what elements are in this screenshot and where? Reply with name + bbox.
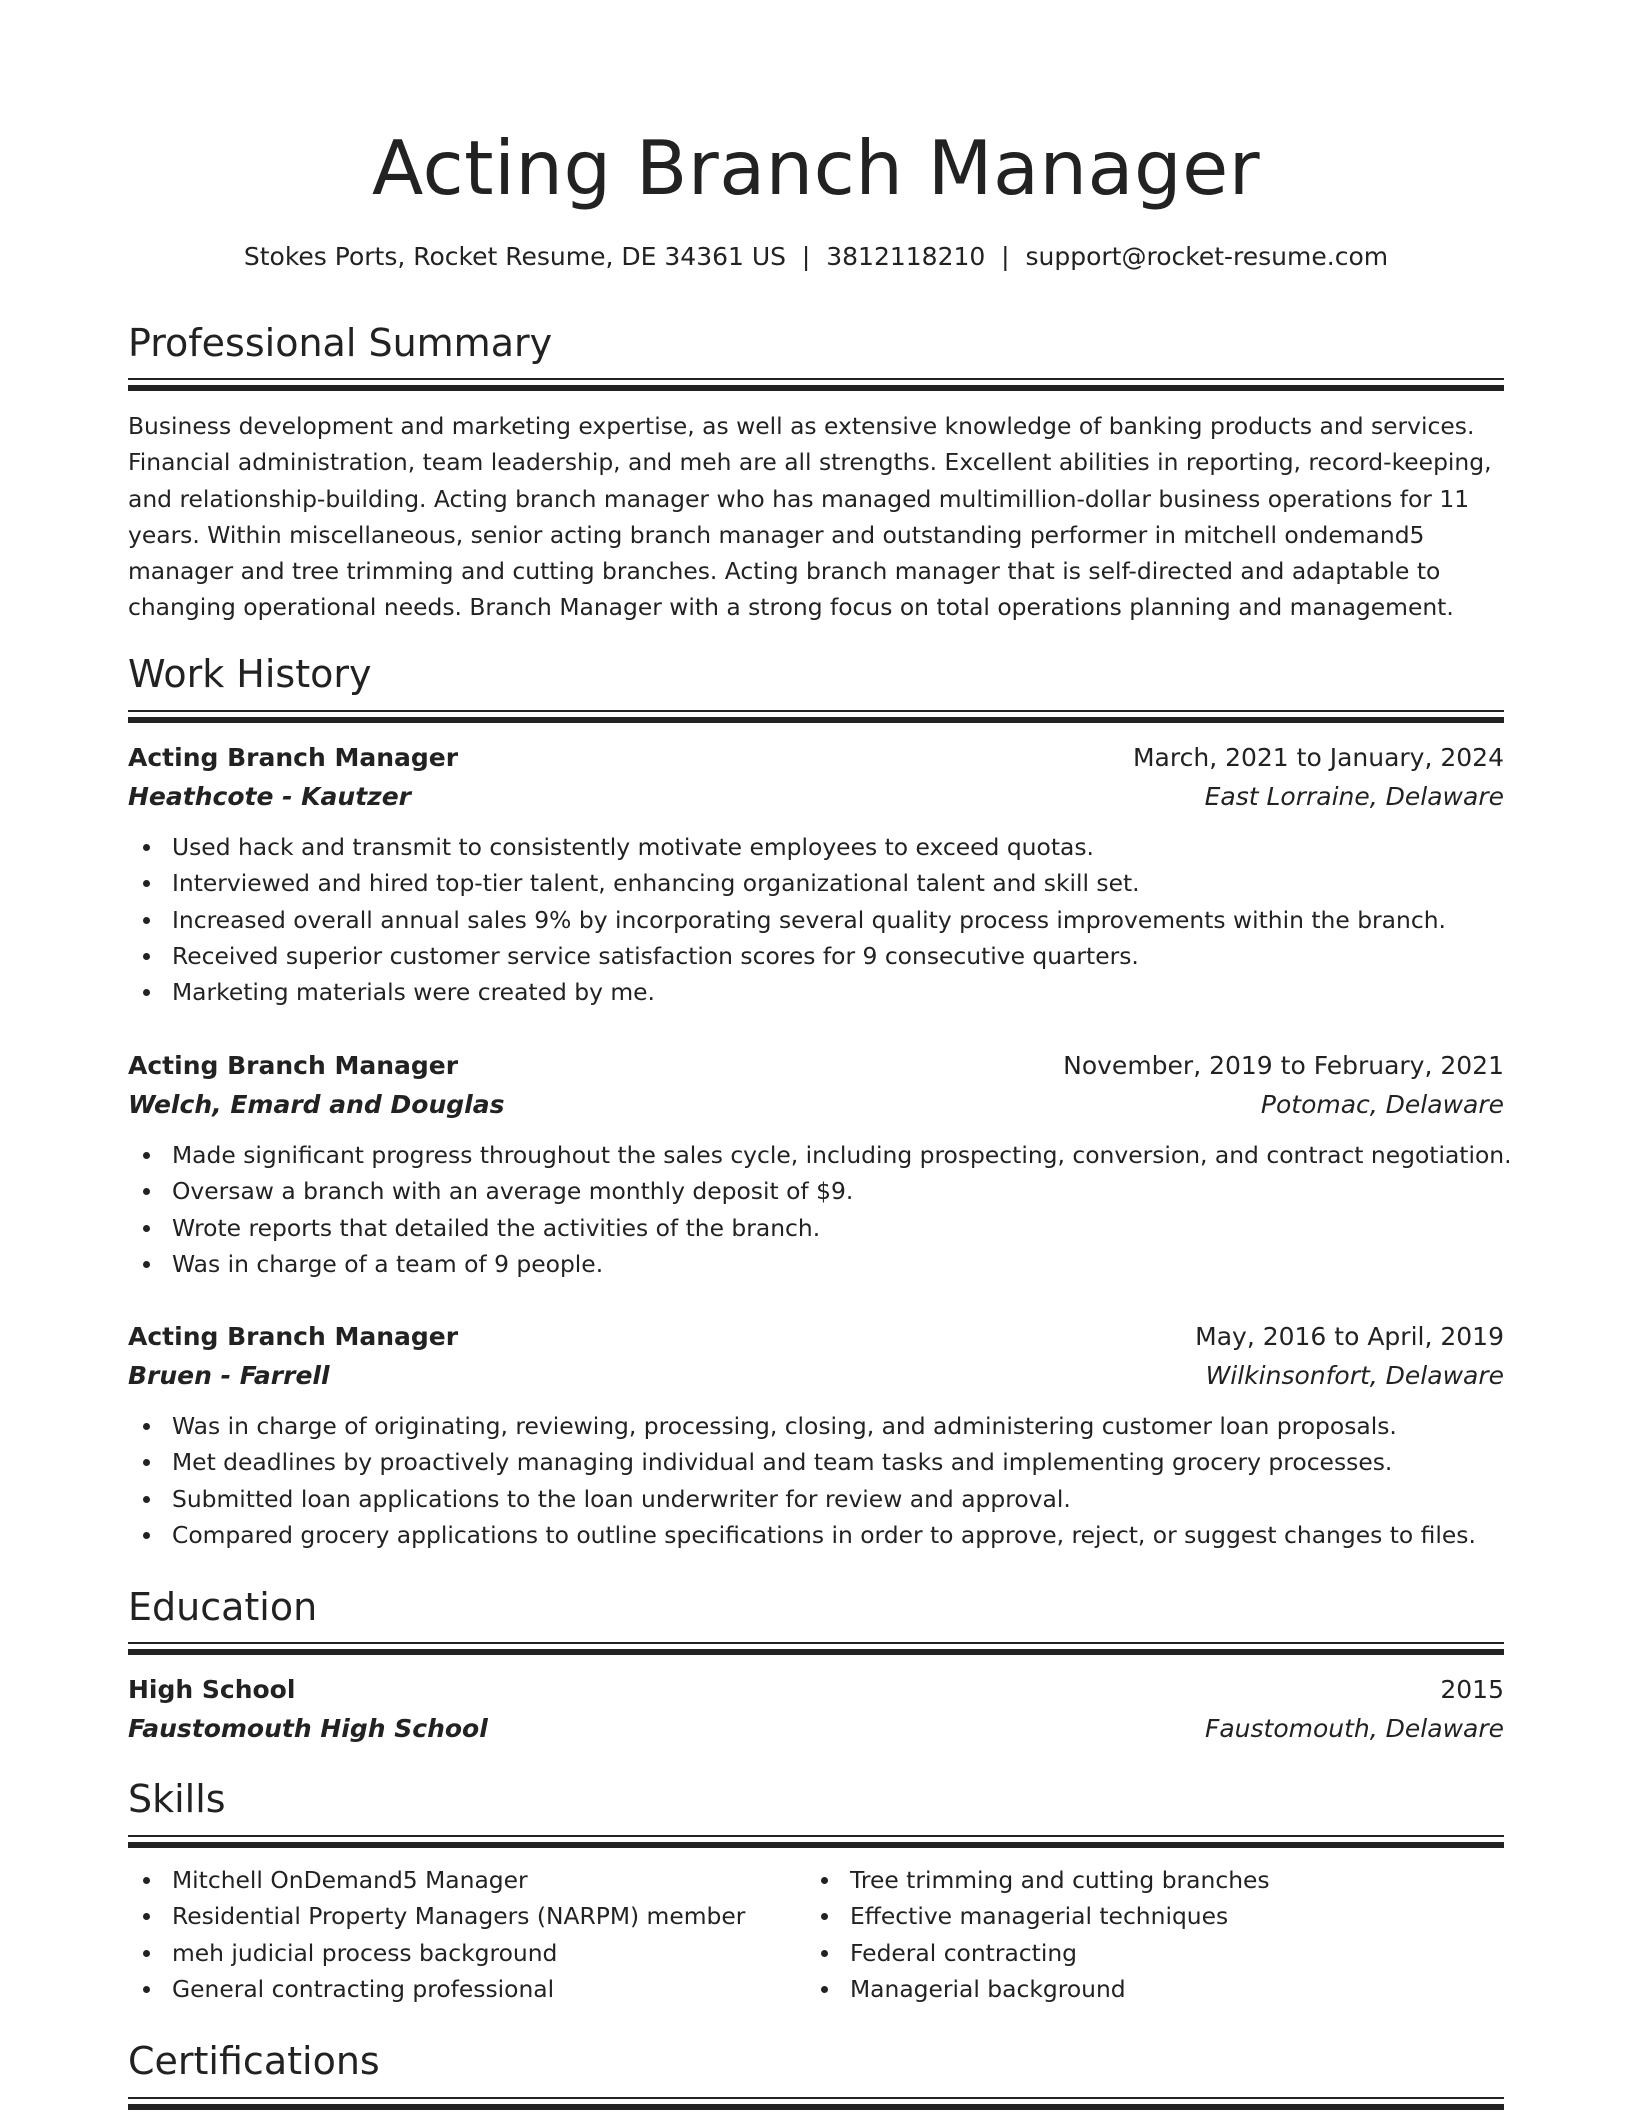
list-item: Was in charge of a team of 9 people. [128,1246,1504,1282]
summary-line: Financial administration, team leadership, and meh are all strengths. Excellent abilities in reporting, record-keeping, [128,448,1492,477]
list-item: Increased overall annual sales 9% by incorporating several quality process improvements within the branch. [128,902,1504,938]
list-item: Made significant progress throughout the sales cycle, including prospecting, conversion, and contract negotiation. [128,1137,1504,1173]
section-title: Certifications [128,2039,380,2083]
job-location: Potomac, Delaware [1260,1090,1504,1119]
education-entry [128,1670,1504,1748]
job-company: Heathcote - Kautzer [128,782,412,811]
skill-item: Managerial background [806,1971,1270,2007]
education-school: Faustomouth High School [128,1714,488,1743]
list-item: Interviewed and hired top-tier talent, enhancing organizational talent and skill set. [128,865,1504,901]
list-item: Wrote reports that detailed the activities of the branch. [128,1210,1504,1246]
section-title: Work History [128,652,372,696]
list-item: Oversaw a branch with an average monthly deposit of $9. [128,1173,1504,1209]
section-divider [128,378,1504,391]
job-entry [128,738,1504,1010]
job-bullets [128,1137,1512,1282]
education-degree: High School [128,1675,296,1704]
skill-item: Residential Property Managers (NARPM) member [128,1898,745,1934]
job-title: Acting Branch Manager [128,1322,459,1351]
summary-text [128,408,1504,626]
list-item: Met deadlines by proactively managing individual and team tasks and implementing grocery processes. [128,1444,1504,1480]
job-bullets [128,829,1504,1010]
education-section-header [128,1582,1504,1632]
education-location: Faustomouth, Delaware [1204,1714,1504,1743]
skills-column-left [128,1862,745,2007]
skills-list [128,1862,1504,2012]
education-year: 2015 [1440,1675,1504,1704]
job-location: East Lorraine, Delaware [1204,782,1504,811]
list-item: Was in charge of originating, reviewing, processing, closing, and administering customer loan proposals. [128,1408,1504,1444]
section-divider [128,1835,1504,1848]
section-title: Education [128,1585,318,1629]
job-dates: November, 2019 to February, 2021 [1063,1051,1504,1080]
list-item: Received superior customer service satisfaction scores for 9 consecutive quarters. [128,938,1504,974]
list-item: Compared grocery applications to outline specifications in order to approve, reject, or suggest changes to files. [128,1517,1504,1553]
resume-name: Acting Branch Manager [371,124,1261,212]
job-company: Bruen - Farrell [128,1361,330,1390]
job-company: Welch, Emard and Douglas [128,1090,505,1119]
skill-item: Effective managerial techniques [806,1898,1270,1934]
job-entry [128,1317,1504,1553]
summary-section-header [128,318,1504,368]
skills-column-right [806,1862,1270,2007]
certifications-section-header [128,2036,1504,2086]
summary-line: years. Within miscellaneous, senior acting branch manager and outstanding performer in mitchell ondemand5 [128,520,1425,549]
skill-item: Tree trimming and cutting branches [806,1862,1270,1898]
skills-section-header [128,1774,1504,1824]
skill-item: Federal contracting [806,1935,1270,1971]
summary-line: manager and tree trimming and cutting branches. Acting branch manager that is self-directed and adaptable to [128,557,1441,586]
section-title: Skills [128,1777,226,1821]
job-location: Wilkinsonfort, Delaware [1205,1361,1504,1390]
section-title: Professional Summary [128,321,553,365]
job-title: Acting Branch Manager [128,743,459,772]
summary-line: changing operational needs. Branch Manager with a strong focus on total operations planning and management. [128,593,1454,622]
list-item: Used hack and transmit to consistently motivate employees to exceed quotas. [128,829,1504,865]
section-divider [128,710,1504,723]
skill-item: Mitchell OnDemand5 Manager [128,1862,745,1898]
contact-line: Stokes Ports, Rocket Resume, DE 34361 US | 3812118210 | support@rocket-resume.com [243,242,1389,271]
job-entry [128,1046,1512,1282]
skill-item: meh judicial process background [128,1935,745,1971]
work-section-header [128,649,1504,699]
list-item: Marketing materials were created by me. [128,974,1504,1010]
job-dates: March, 2021 to January, 2024 [1132,743,1504,772]
job-bullets [128,1408,1504,1553]
list-item: Submitted loan applications to the loan underwriter for review and approval. [128,1481,1504,1517]
skill-item: General contracting professional [128,1971,745,2007]
section-divider [128,1642,1504,1655]
section-divider [128,2097,1504,2110]
summary-line: Business development and marketing expertise, as well as extensive knowledge of banking products and services. [128,412,1475,440]
job-dates: May, 2016 to April, 2019 [1195,1322,1504,1351]
job-title: Acting Branch Manager [128,1051,459,1080]
summary-line: and relationship-building. Acting branch manager who has managed multimillion-dollar business operations for 11 [128,484,1470,513]
